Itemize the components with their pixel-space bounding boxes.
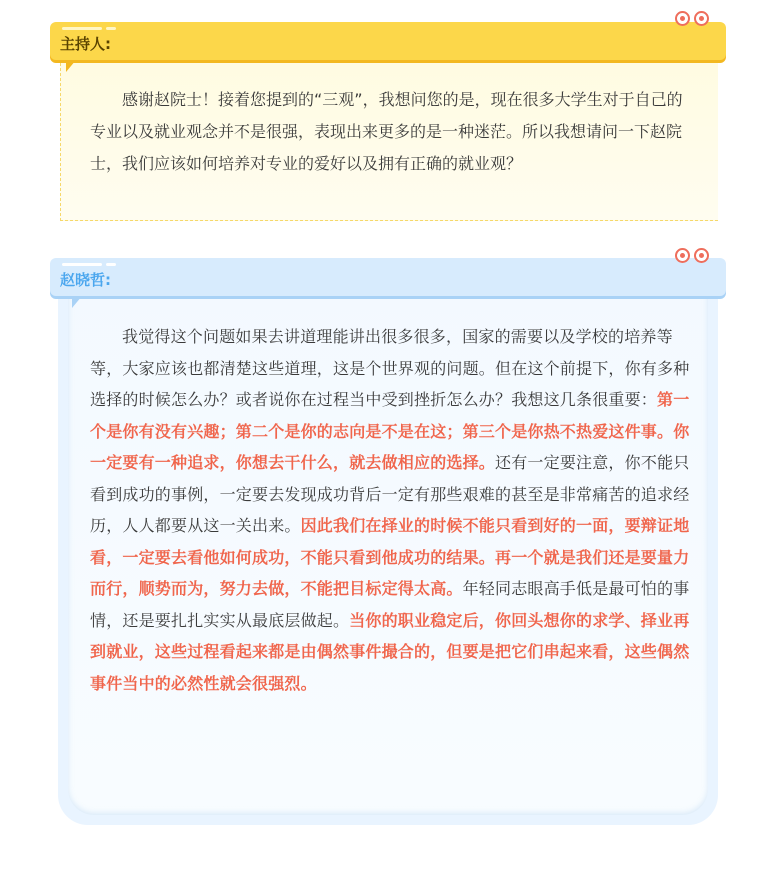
eye-icon [694,248,709,263]
header-decoration [62,263,102,266]
answer-emphasis: 当你的职业稳定后，你回头想你的求学、择业再到就业，这些过程看起来都是由偶然事件撮合的，但要是把它们串起来看，这些偶然事件当中的必然性就会很强烈。 [90,610,690,693]
answer-segment: 年轻同志眼高手低是最可怕的事情，还是要扎扎实实从最底层做起。 [90,579,690,630]
speaker-card-header [50,258,726,296]
answer-emphasis: 第一个是你有没有兴趣；第二个是你的志向是不是在这；第三个是你热不热爱这件事。你一定要有一种追求，你想去干什么，就去做相应的选择。 [90,390,690,472]
host-card-header [50,22,726,60]
speaker-answer-text [90,321,692,699]
host-speaker-label: 主持人: [60,35,111,53]
header-decoration [106,27,116,30]
eye-icon [694,11,709,26]
host-question-text: 感谢赵院士！接着您提到的“三观”，我想问您的是，现在很多大学生对于自己的专业以及就业观念并不是很强，表现出来更多的是一种迷茫。所以我想请问一下赵院士，我们应该如何培养对专业的爱好以及拥有正确的就业观？ [90,90,683,173]
host-speech-tail [66,60,76,72]
speaker-label: 赵晓哲: [60,271,111,289]
eye-icon [675,11,690,26]
speaker-eyes-icon [675,248,709,263]
answer-segment: 还有一定要注意，你不能只看到成功的事例，一定要去发现成功背后一定有那些艰难的甚至是非常痛苦的追求经历，人人都要从这一关出来。 [90,453,690,535]
answer-emphasis: 因此我们在择业的时候不能只看到好的一面，要辩证地看，一定要去看他如何成功，不能只看到他成功的结果。再一个就是我们还是要量力而行，顺势而为，努力去做，不能把目标定得太高。 [90,516,690,598]
eye-icon [675,248,690,263]
header-decoration [106,263,116,266]
speaker-speech-tail [72,296,82,308]
answer-segment: 我觉得这个问题如果去讲道理能讲出很多很多，国家的需要以及学校的培养等等，大家应该也都清楚这些道理，这是个世界观的问题。但在这个前提下，你有多种选择的时候怎么办？或者说你在过程当中受到挫折怎么办？我想这几条很重要： [90,327,690,409]
host-eyes-icon [675,11,709,26]
header-decoration [62,27,102,30]
